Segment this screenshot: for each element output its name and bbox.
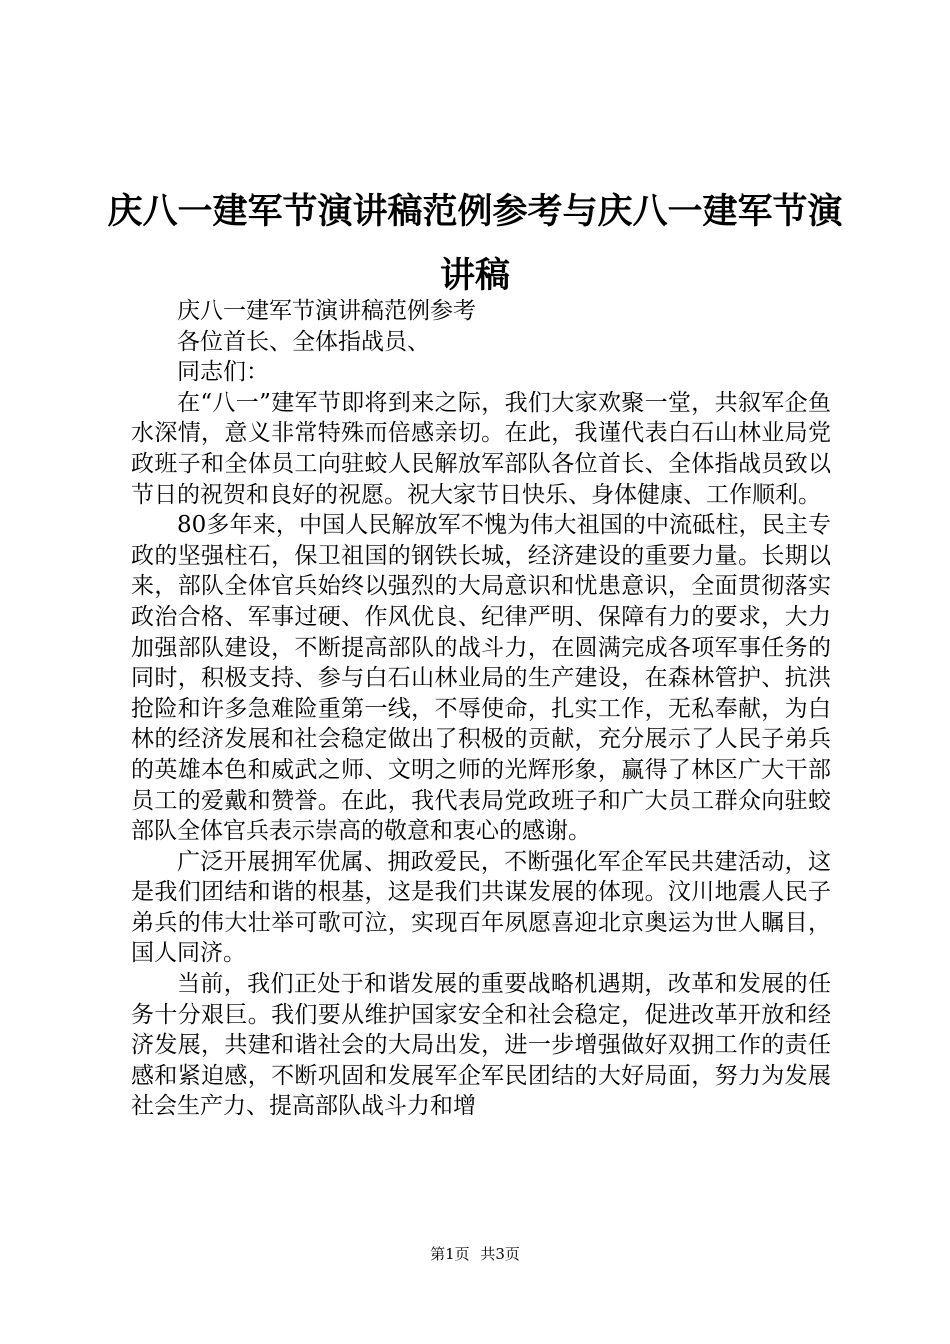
paragraph-3: 广泛开展拥军优属、拥政爱民，不断强化军企军民共建活动，这是我们团结和谐的根基，这是我们共谋发展的体现。汶川地震人民子弟兵的伟大壮举可歌可泣，实现百年夙愿喜迎北京奥运为世人瞩目，国人同济。: [131, 848, 831, 967]
paragraph-salutation-2: 同志们：: [177, 359, 269, 386]
document-title: 庆八一建军节演讲稿范例参考与庆八一建军节演讲稿: [107, 191, 843, 296]
paragraph-2: 80多年来，中国人民解放军不愧为伟大祖国的中流砥柱，民主专政的坚强柱石，保卫祖国的钢铁长城，经济建设的重要力量。长期以来，部队全体官兵始终以强烈的大局意识和忧患意识，全面贯彻落实政治合格、军事过硬、作风优良、纪律严明、保障有力的要求，大力加强部队建设，不断提高部队的战斗力，在圆满完成各项军事任务的同时，积极支持、参与白石山林业局的生产建设，在森林管护、抗洪抢险和许多急难险重第一线，不辱使命，扎实工作，无私奉献，为白林的经济发展和社会稳定做出了积极的贡献，充分展示了人民子弟兵的英雄本色和威武之师、文明之师的光辉形象，赢得了林区广大干部员工的爱戴和赞誉。在此，我代表局党政班子和广大员工群众向驻蛟部队全体官兵表示崇高的敬意和衷心的感谢。: [131, 512, 831, 845]
page-number: 第1页: [430, 1245, 470, 1263]
document-body: [131, 296, 831, 1122]
paragraph-salutation-1: 各位首长、全体指战员、: [177, 328, 430, 355]
paragraph-1: 在“八一”建军节即将到来之际，我们大家欢聚一堂，共叙军企鱼水深情，意义非常特殊而倍感亲切。在此，我谨代表白石山林业局党政班子和全体员工向驻蛟人民解放军部队各位首长、全体指战员致以节日的祝贺和良好的祝愿。祝大家节日快乐、身体健康、工作顺利。: [131, 389, 831, 508]
paragraph-4: 当前，我们正处于和谐发展的重要战略机遇期，改革和发展的任务十分艰巨。我们要从维护国家安全和社会稳定，促进改革开放和经济发展，共建和谐社会的大局出发，进一步增强做好双拥工作的责任感和紧迫感，不断巩固和发展军企军民团结的大好局面，努力为发展社会生产力、提高部队战斗力和增: [131, 971, 831, 1120]
paragraph-subtitle: 庆八一建军节演讲稿范例参考: [177, 298, 476, 324]
page-footer: [0, 1244, 950, 1264]
page-total: 共3页: [480, 1245, 520, 1263]
